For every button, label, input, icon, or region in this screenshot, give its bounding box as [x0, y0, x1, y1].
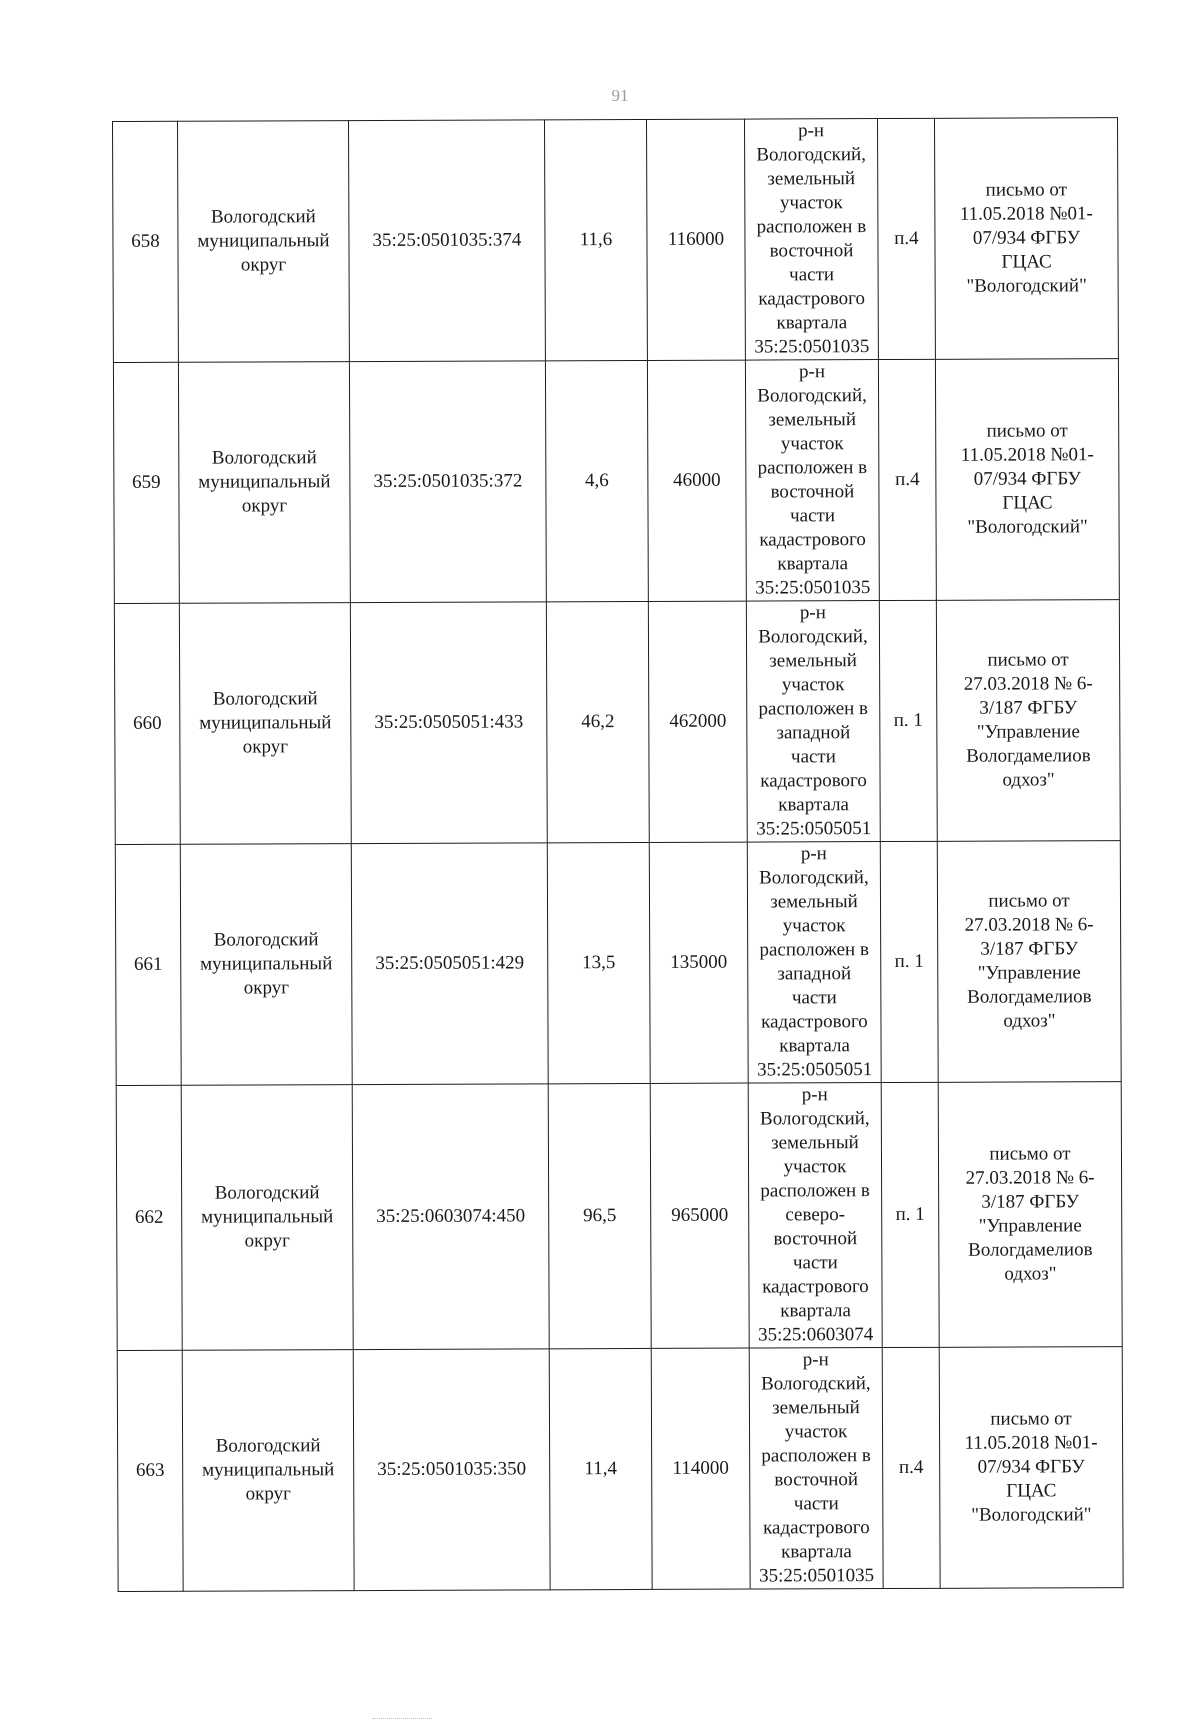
- table-row: [115, 841, 1121, 1086]
- basis-line: Вологдамелиов: [966, 745, 1091, 767]
- area-cell: 96,5: [548, 1083, 651, 1348]
- location-cell: [745, 360, 879, 602]
- row-number-cell: 659: [113, 362, 179, 603]
- location-cell: [748, 1083, 882, 1349]
- basis-line: 3/187 ФГБУ: [980, 938, 1079, 960]
- basis-line: Вологдамелиов: [968, 1239, 1093, 1261]
- municipality-line: Вологодский: [211, 447, 317, 469]
- location-line: части: [791, 987, 837, 1009]
- location-line: участок: [780, 433, 844, 455]
- location-line: восточной: [774, 1469, 859, 1491]
- basis-cell: [937, 841, 1121, 1083]
- basis-line: 07/934 ФГБУ: [977, 1456, 1085, 1478]
- cadastral-number-cell: 35:25:0505051:433: [350, 602, 547, 844]
- location-line: квартала: [779, 1035, 850, 1057]
- clause-cell: п.4: [877, 118, 935, 359]
- basis-line: "Вологодский": [971, 1504, 1092, 1526]
- page-number: 91: [611, 86, 629, 105]
- municipality-line: округ: [242, 736, 289, 758]
- area-cell: 4,6: [545, 360, 648, 601]
- municipality-cell: [180, 844, 352, 1086]
- location-line: участок: [781, 674, 845, 696]
- basis-line: Вологдамелиов: [967, 986, 1092, 1008]
- location-line: Вологодский,: [759, 867, 869, 889]
- municipality-line: муниципальный: [200, 953, 333, 975]
- location-line: кадастрового: [758, 288, 866, 310]
- location-line: восточной: [770, 481, 855, 503]
- municipality-line: муниципальный: [202, 1459, 335, 1481]
- location-line: расположен в: [758, 698, 869, 720]
- location-line: участок: [784, 1421, 848, 1443]
- area-cell: 11,6: [544, 119, 647, 360]
- location-cell: [747, 842, 881, 1084]
- municipality-line: Вологодский: [210, 206, 316, 228]
- location-line: р-н: [800, 843, 827, 865]
- location-line: земельный: [767, 168, 856, 190]
- municipality-line: муниципальный: [198, 471, 331, 493]
- basis-line: 3/187 ФГБУ: [981, 1191, 1080, 1213]
- basis-line: письмо от: [990, 1408, 1072, 1430]
- location-line: земельный: [768, 409, 857, 431]
- location-line: расположен в: [760, 1180, 870, 1202]
- location-line: расположен в: [761, 1445, 871, 1467]
- basis-line: 11.05.2018 №01-: [964, 1432, 1098, 1454]
- table-row: [114, 600, 1120, 845]
- location-line: земельный: [770, 891, 858, 913]
- location-line: Вологодский,: [758, 626, 868, 648]
- clause-cell: п. 1: [881, 1082, 939, 1347]
- location-line: 35:25:0501035: [755, 577, 871, 599]
- value-cell: 116000: [646, 119, 745, 360]
- location-cell: [749, 1348, 883, 1590]
- basis-cell: [935, 359, 1119, 601]
- location-line: р-н: [802, 1349, 829, 1371]
- location-line: квартала: [780, 1300, 851, 1322]
- basis-line: 27.03.2018 № 6-: [963, 673, 1093, 695]
- basis-line: письмо от: [989, 1143, 1071, 1165]
- location-line: 35:25:0501035: [754, 336, 870, 358]
- location-line: р-н: [798, 120, 825, 142]
- municipality-line: Вологодский: [212, 688, 318, 710]
- location-line: 35:25:0505051: [757, 1059, 873, 1081]
- cadastral-number-cell: 35:25:0501035:350: [353, 1349, 550, 1591]
- municipality-line: округ: [240, 254, 287, 276]
- municipality-line: муниципальный: [199, 712, 332, 734]
- location-line: части: [790, 505, 836, 527]
- location-line: западной: [777, 963, 852, 985]
- location-line: Вологодский,: [756, 144, 866, 166]
- municipality-line: округ: [244, 1230, 290, 1252]
- location-line: участок: [783, 1156, 847, 1178]
- basis-line: 11.05.2018 №01-: [960, 444, 1094, 466]
- location-line: кадастрового: [759, 529, 866, 551]
- cadastral-number-cell: 35:25:0501035:372: [349, 361, 546, 603]
- location-line: 35:25:0501035: [759, 1565, 875, 1587]
- location-line: квартала: [781, 1541, 852, 1563]
- location-line: части: [792, 1252, 838, 1274]
- location-line: западной: [776, 722, 851, 744]
- basis-line: письмо от: [985, 179, 1067, 201]
- location-line: кадастрового: [762, 1276, 869, 1298]
- table-row: [117, 1347, 1123, 1592]
- basis-line: ГЦАС: [1006, 1480, 1057, 1502]
- location-line: квартала: [777, 553, 849, 575]
- area-cell: 11,4: [549, 1348, 652, 1589]
- location-line: участок: [782, 915, 846, 937]
- table-row: [113, 118, 1119, 363]
- basis-line: "Управление: [978, 1215, 1082, 1237]
- municipality-cell: [178, 362, 350, 604]
- location-line: восточной: [773, 1228, 858, 1250]
- basis-cell: [939, 1347, 1123, 1589]
- municipality-cell: [182, 1350, 354, 1592]
- area-cell: 13,5: [547, 842, 650, 1083]
- location-line: Вологодский,: [757, 385, 867, 407]
- municipality-line: муниципальный: [201, 1206, 334, 1228]
- table-row: [116, 1082, 1122, 1351]
- basis-line: 27.03.2018 № 6-: [965, 1167, 1095, 1189]
- municipality-cell: [178, 121, 350, 363]
- location-line: части: [790, 746, 836, 768]
- location-line: земельный: [769, 650, 857, 672]
- location-cell: [746, 601, 880, 843]
- basis-line: одхоз": [1002, 769, 1055, 791]
- municipality-line: Вологодский: [215, 1435, 321, 1457]
- basis-line: одхоз": [1004, 1263, 1057, 1285]
- municipality-line: округ: [243, 977, 290, 999]
- location-line: кадастрового: [763, 1517, 870, 1539]
- municipality-line: Вологодский: [214, 1182, 320, 1204]
- basis-line: "Вологодский": [966, 275, 1087, 297]
- basis-cell: [936, 600, 1120, 842]
- municipality-cell: [181, 1085, 353, 1351]
- location-line: части: [789, 264, 835, 286]
- clause-cell: п.4: [882, 1347, 940, 1588]
- location-line: р-н: [801, 1084, 828, 1106]
- row-number-cell: 660: [114, 603, 180, 844]
- location-line: расположен в: [759, 939, 869, 961]
- location-line: восточной: [769, 240, 854, 262]
- basis-line: ГЦАС: [1002, 492, 1053, 514]
- value-cell: 46000: [647, 360, 746, 601]
- municipality-cell: [179, 603, 351, 845]
- value-cell: 135000: [649, 842, 748, 1083]
- location-line: кадастрового: [760, 770, 867, 792]
- clause-cell: п.4: [878, 359, 936, 600]
- row-number-cell: 661: [115, 844, 181, 1085]
- value-cell: 114000: [651, 1348, 750, 1589]
- row-number-cell: 658: [113, 121, 179, 362]
- scan-artifact: [372, 1718, 432, 1725]
- land-plots-table: [112, 117, 1124, 1592]
- clause-cell: п. 1: [880, 841, 938, 1082]
- location-line: 35:25:0603074: [758, 1324, 874, 1346]
- municipality-line: Вологодский: [213, 929, 319, 951]
- municipality-line: муниципальный: [197, 230, 330, 252]
- basis-line: 07/934 ФГБУ: [972, 227, 1081, 249]
- location-line: 35:25:0505051: [756, 818, 872, 840]
- location-line: расположен в: [756, 216, 867, 238]
- location-line: земельный: [772, 1397, 860, 1419]
- location-line: северо-: [785, 1204, 846, 1226]
- location-line: р-н: [799, 602, 826, 624]
- basis-cell: [934, 118, 1118, 360]
- basis-line: 27.03.2018 № 6-: [964, 914, 1094, 936]
- location-line: квартала: [776, 312, 848, 334]
- value-cell: 462000: [648, 601, 747, 842]
- location-line: Вологодский,: [759, 1108, 870, 1130]
- cadastral-number-cell: 35:25:0603074:450: [352, 1084, 549, 1350]
- location-line: квартала: [778, 794, 850, 816]
- basis-line: "Вологодский": [967, 516, 1088, 538]
- basis-line: 11.05.2018 №01-: [959, 203, 1093, 225]
- clause-cell: п. 1: [879, 600, 937, 841]
- basis-line: 3/187 ФГБУ: [979, 697, 1078, 719]
- basis-line: письмо от: [986, 420, 1068, 442]
- value-cell: 965000: [650, 1083, 749, 1348]
- basis-line: 07/934 ФГБУ: [973, 468, 1082, 490]
- basis-line: "Управление: [976, 721, 1080, 743]
- location-line: р-н: [798, 361, 826, 383]
- basis-line: "Управление: [977, 962, 1081, 984]
- municipality-line: округ: [241, 495, 288, 517]
- location-line: участок: [779, 192, 843, 214]
- basis-line: письмо от: [987, 649, 1069, 671]
- municipality-line: округ: [245, 1483, 291, 1505]
- basis-line: письмо от: [988, 890, 1070, 912]
- row-number-cell: 663: [117, 1350, 183, 1591]
- location-line: земельный: [771, 1132, 859, 1154]
- location-cell: [744, 119, 878, 361]
- row-number-cell: 662: [116, 1085, 182, 1350]
- cadastral-number-cell: 35:25:0501035:374: [349, 120, 546, 362]
- basis-line: ГЦАС: [1001, 251, 1052, 273]
- location-line: расположен в: [757, 457, 868, 479]
- table-body: [113, 118, 1124, 1592]
- table-row: [113, 359, 1119, 604]
- location-line: кадастрового: [761, 1011, 868, 1033]
- basis-cell: [938, 1082, 1122, 1348]
- basis-line: одхоз": [1003, 1010, 1056, 1032]
- location-line: Вологодский,: [761, 1373, 871, 1395]
- area-cell: 46,2: [546, 601, 649, 842]
- location-line: части: [793, 1493, 839, 1515]
- cadastral-number-cell: 35:25:0505051:429: [351, 843, 548, 1085]
